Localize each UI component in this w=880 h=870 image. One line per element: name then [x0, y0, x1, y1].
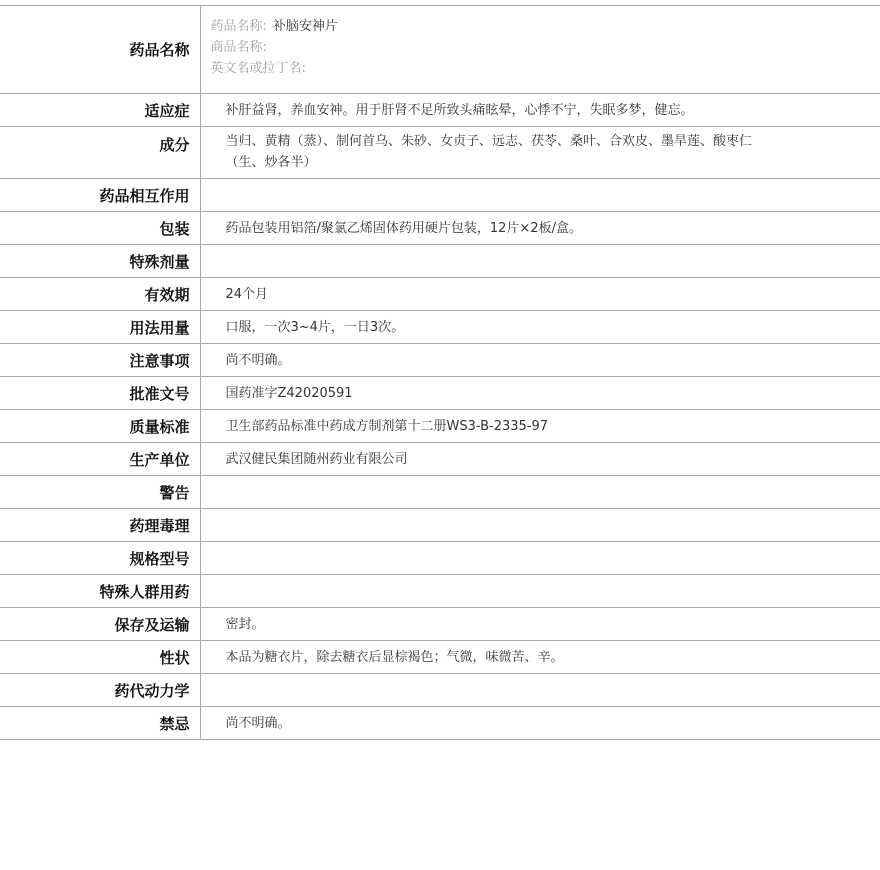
row-label-manufacturer: 生产单位 [0, 443, 200, 476]
row-value-precautions: 尚不明确。 [200, 344, 880, 377]
row-value-dosage: 口服，一次3~4片，一日3次。 [200, 311, 880, 344]
table-row-description [0, 641, 880, 674]
table-row-shelf-life [0, 278, 880, 311]
table-row-special-dosage [0, 245, 880, 278]
english-name-line [211, 58, 791, 79]
row-label-description: 性状 [0, 641, 200, 674]
row-label-contraindications: 禁忌 [0, 707, 200, 740]
row-label-pharmacokinetics: 药代动力学 [0, 674, 200, 707]
row-value-quality-standard: 卫生部药品标准中药成方制剂第十二册WS3-B-2335-97 [200, 410, 880, 443]
row-value-indications: 补肝益肾，养血安神。用于肝肾不足所致头痛眩晕，心悸不宁，失眠多梦，健忘。 [200, 94, 880, 127]
row-value-interactions [200, 179, 880, 212]
table-row-specification [0, 542, 880, 575]
row-label-pharmacology: 药理毒理 [0, 509, 200, 542]
table-row-manufacturer [0, 443, 880, 476]
table-row-drug-names [0, 6, 880, 94]
row-label-specification: 规格型号 [0, 542, 200, 575]
table-row-contraindications [0, 707, 880, 740]
row-value-specification [200, 542, 880, 575]
row-label-quality-standard: 质量标准 [0, 410, 200, 443]
row-label-interactions: 药品相互作用 [0, 179, 200, 212]
english-name-key: 英文名或拉丁名: [210, 61, 306, 76]
row-label-storage: 保存及运输 [0, 608, 200, 641]
row-label-precautions: 注意事项 [0, 344, 200, 377]
table-row-approval-number [0, 377, 880, 410]
row-value-ingredients: 当归、黄精（蒸）、制何首乌、朱砂、女贞子、远志、茯苓、桑叶、合欢皮、墨旱莲、酸枣仁（生、炒各半） [200, 127, 880, 179]
row-value-storage: 密封。 [200, 608, 880, 641]
row-label-drug-name: 药品名称 [0, 6, 200, 94]
table-row-ingredients [0, 127, 880, 179]
row-value-packaging: 药品包装用铝箔/聚氯乙烯固体药用硬片包装，12片×2板/盒。 [200, 212, 880, 245]
row-value-special-populations [200, 575, 880, 608]
generic-name-key: 药品名称: [210, 19, 267, 34]
row-value-pharmacokinetics [200, 674, 880, 707]
table-row-packaging [0, 212, 880, 245]
row-value-manufacturer: 武汉健民集团随州药业有限公司 [200, 443, 880, 476]
table-row-indications [0, 94, 880, 127]
table-row-dosage [0, 311, 880, 344]
row-value-contraindications: 尚不明确。 [200, 707, 880, 740]
row-value-shelf-life: 24个月 [200, 278, 880, 311]
table-row-precautions [0, 344, 880, 377]
row-label-special-dosage: 特殊剂量 [0, 245, 200, 278]
table-row-special-populations [0, 575, 880, 608]
row-label-indications: 适应症 [0, 94, 200, 127]
table-row-storage [0, 608, 880, 641]
trade-name-key: 商品名称: [210, 40, 267, 55]
row-label-warning: 警告 [0, 476, 200, 509]
row-value-warning [200, 476, 880, 509]
row-value-description: 本品为糖衣片，除去糖衣后显棕褐色；气微，味微苦、辛。 [200, 641, 880, 674]
drug-info-table [0, 5, 880, 740]
table-row-quality-standard [0, 410, 880, 443]
generic-name-value: 补脑安神片 [272, 19, 338, 34]
trade-name-line [211, 37, 791, 58]
row-value-pharmacology [200, 509, 880, 542]
table-row-warning [0, 476, 880, 509]
row-value-special-dosage [200, 245, 880, 278]
generic-name-line [211, 16, 791, 37]
row-label-ingredients: 成分 [0, 127, 200, 179]
row-label-special-populations: 特殊人群用药 [0, 575, 200, 608]
row-label-packaging: 包装 [0, 212, 200, 245]
row-label-shelf-life: 有效期 [0, 278, 200, 311]
table-row-pharmacology [0, 509, 880, 542]
row-label-approval-number: 批准文号 [0, 377, 200, 410]
table-row-interactions [0, 179, 880, 212]
drug-names-cell [200, 6, 880, 94]
row-label-dosage: 用法用量 [0, 311, 200, 344]
table-row-pharmacokinetics [0, 674, 880, 707]
row-value-approval-number: 国药准字Z42020591 [200, 377, 880, 410]
